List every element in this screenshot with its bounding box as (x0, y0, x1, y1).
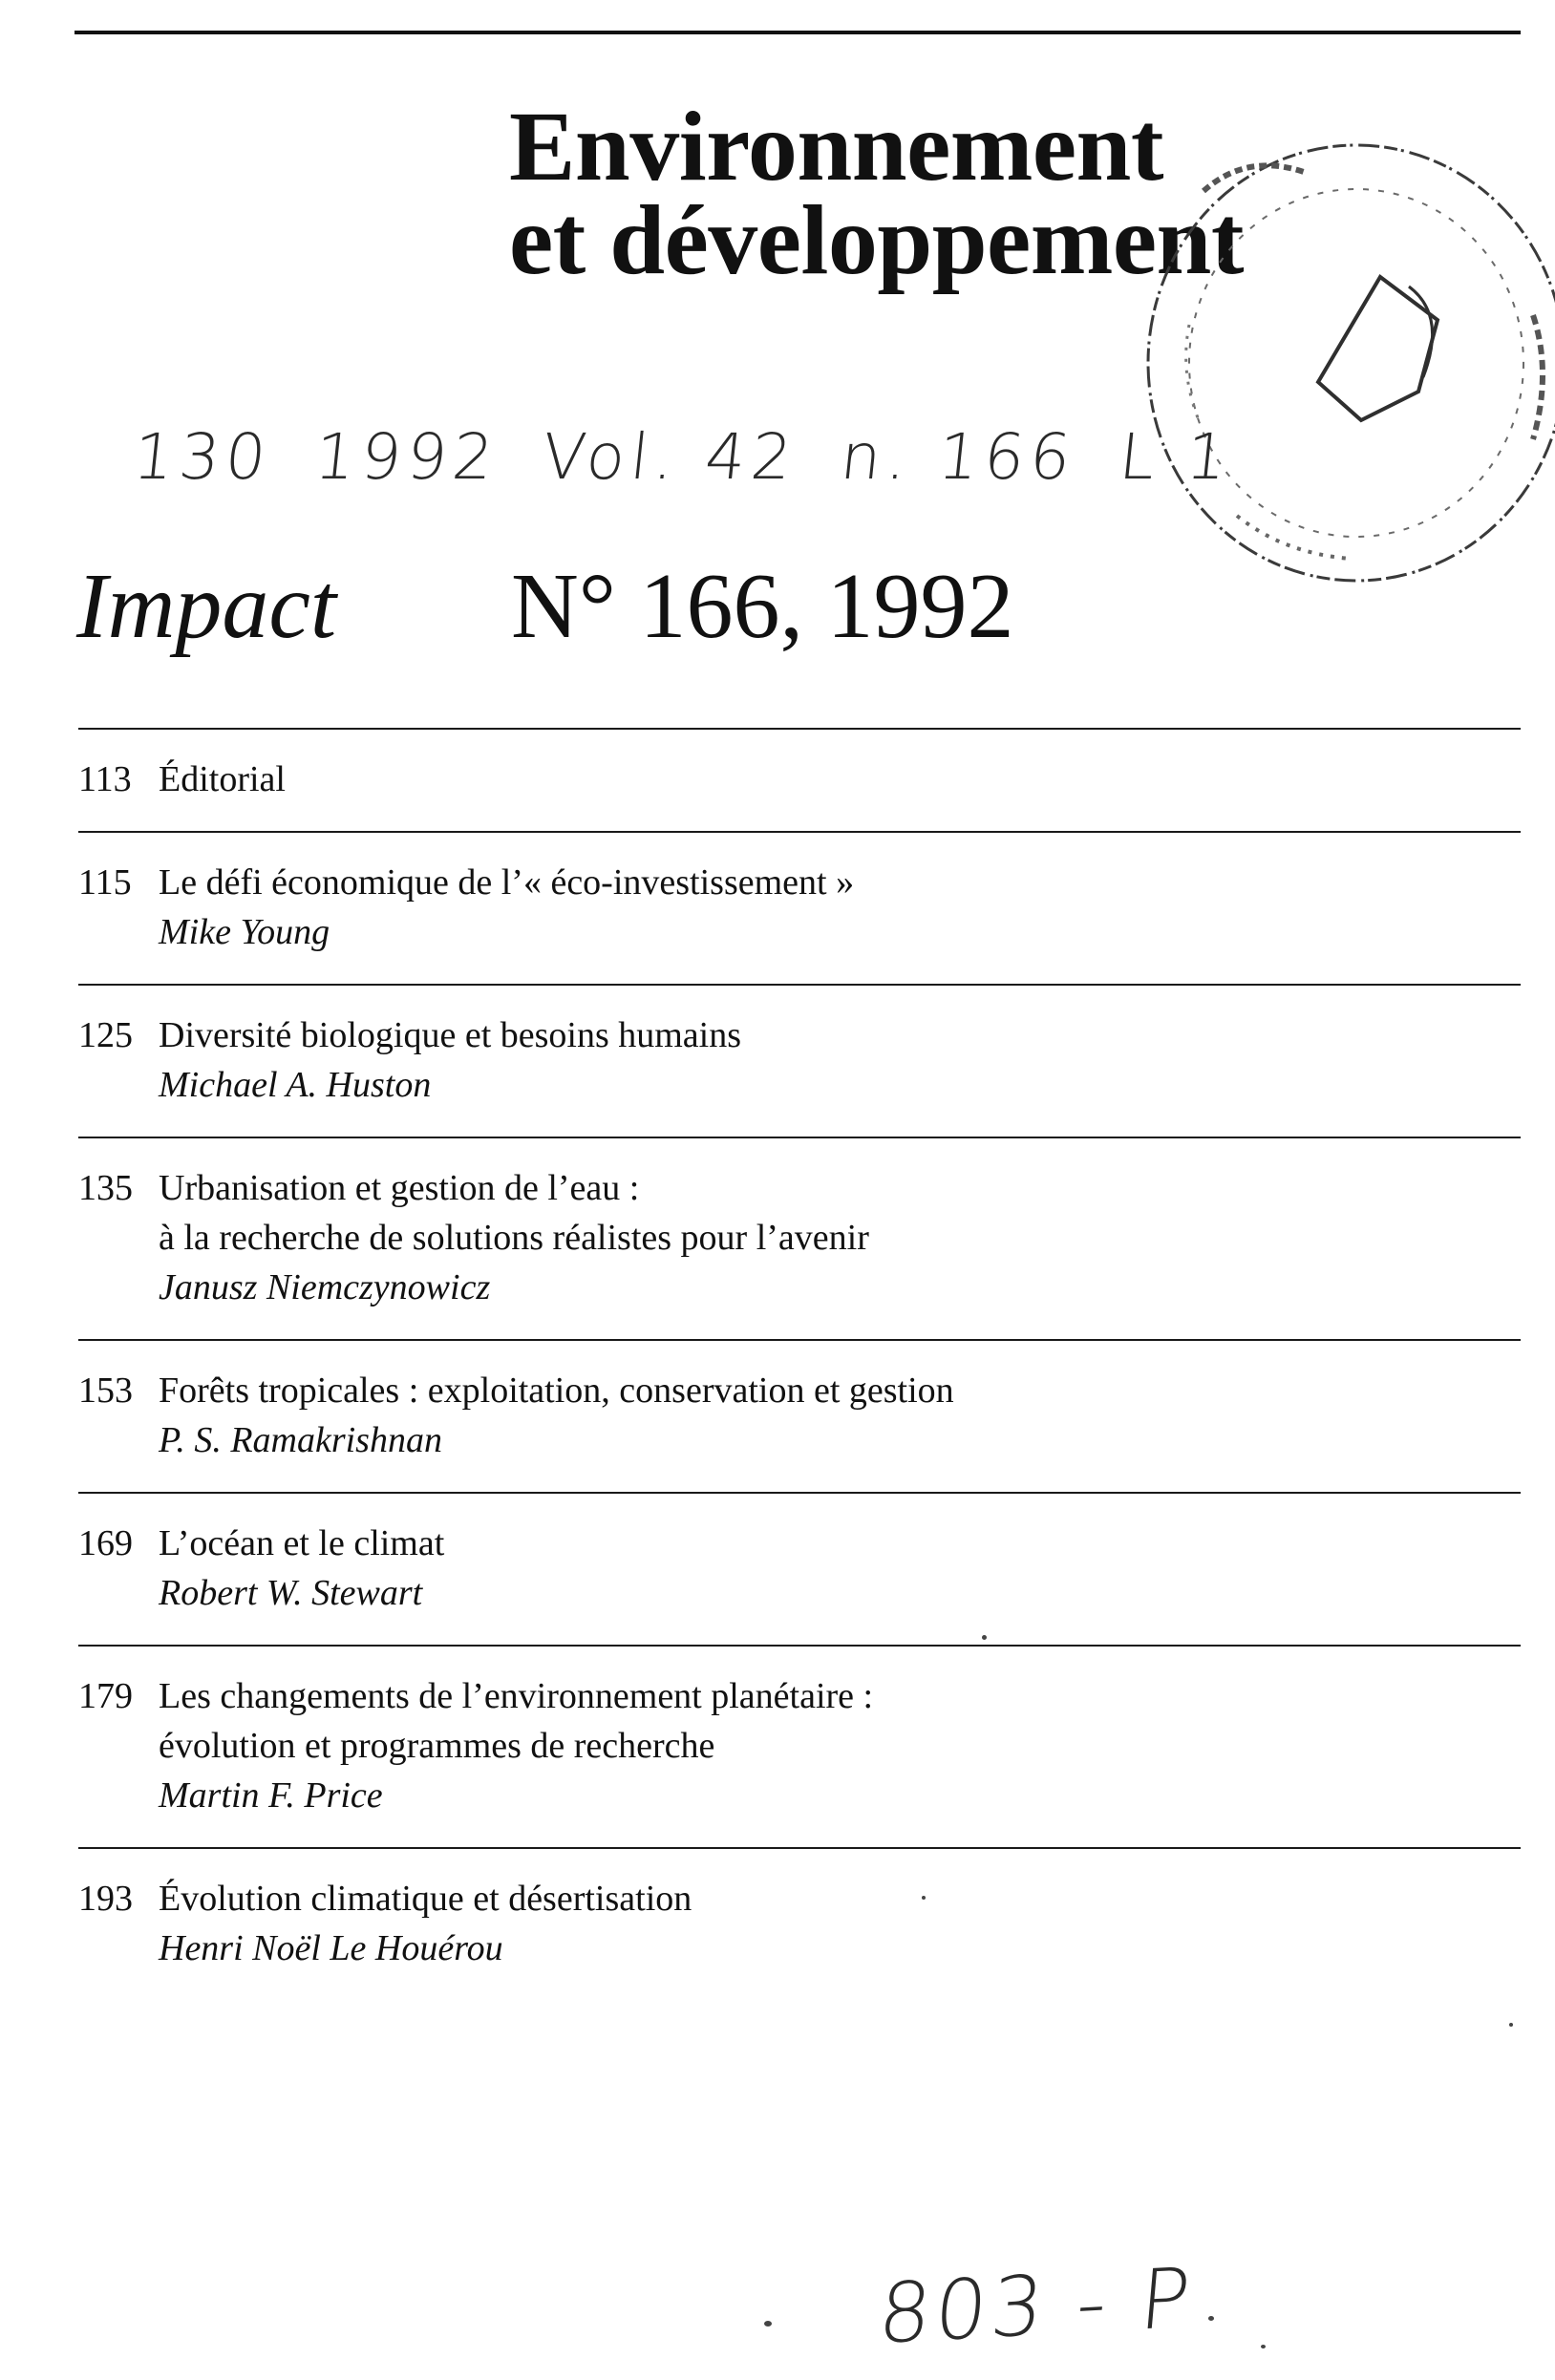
toc-page-number: 113 (78, 759, 132, 799)
hw-130: 130 (129, 420, 276, 494)
title-line-1: Environnement (509, 92, 1163, 202)
toc-article-title: Urbanisation et gestion de l’eau : (159, 1168, 640, 1208)
toc-entry (78, 730, 1521, 831)
issue-number: N° 166, 1992 (511, 555, 1014, 658)
toc-article-title: Le défi économique de l’« éco-investissement » (159, 862, 855, 903)
scan-speck (1261, 2345, 1266, 2348)
top-rule (75, 31, 1521, 34)
toc-entry (78, 1341, 1521, 1492)
scan-speck (922, 1896, 926, 1900)
scan-speck (764, 2321, 772, 2327)
toc-page-number: 179 (78, 1676, 133, 1716)
toc-article-title: Éditorial (159, 759, 286, 799)
hw-l1: L 1 (1116, 420, 1237, 494)
toc-article-title-cont: évolution et programmes de recherche (159, 1726, 715, 1766)
toc-author: Henri Noël Le Houérou (159, 1928, 503, 1968)
scan-speck (1208, 2316, 1214, 2321)
toc-page-number: 153 (78, 1371, 133, 1411)
hw-number: n. 166 (837, 420, 1080, 494)
toc-page-number: 115 (78, 862, 132, 903)
toc-author: Mike Young (159, 912, 330, 952)
toc-entry (78, 986, 1521, 1137)
hw-1992: 1992 (310, 420, 502, 494)
toc-author: Martin F. Price (159, 1775, 383, 1816)
hw-volume: Vol. 42 (538, 420, 801, 494)
handwritten-bottom-note: 803 - P (874, 2250, 1198, 2363)
toc-entry (78, 1849, 1521, 2000)
toc-page-number: 125 (78, 1015, 133, 1055)
toc-entry (78, 1647, 1521, 1847)
scan-speck (982, 1635, 987, 1640)
toc-author: Robert W. Stewart (159, 1573, 423, 1613)
toc-entry (78, 833, 1521, 984)
series-name: Impact (76, 555, 337, 658)
scan-speck (1509, 2023, 1513, 2027)
toc-author: P. S. Ramakrishnan (159, 1420, 442, 1460)
toc-page-number: 169 (78, 1523, 133, 1563)
handwritten-call-number (130, 420, 1236, 494)
title-line-2: et développement (509, 185, 1244, 295)
toc-article-title: L’océan et le climat (159, 1523, 445, 1563)
toc-article-title-cont: à la recherche de solutions réalistes pour l’avenir (159, 1218, 869, 1258)
toc-entry (78, 1138, 1521, 1339)
toc-entry (78, 1494, 1521, 1645)
toc-page-number: 193 (78, 1879, 133, 1919)
toc-article-title: Forêts tropicales : exploitation, conservation et gestion (159, 1371, 954, 1411)
toc-article-title: Évolution climatique et désertisation (159, 1879, 692, 1919)
table-of-contents (78, 728, 1521, 2000)
toc-article-title: Diversité biologique et besoins humains (159, 1015, 742, 1055)
toc-author: Michael A. Huston (159, 1065, 432, 1105)
library-stamp-icon (1132, 134, 1555, 611)
toc-author: Janusz Niemczynowicz (159, 1267, 491, 1307)
toc-page-number: 135 (78, 1168, 133, 1208)
toc-article-title: Les changements de l’environnement planétaire : (159, 1676, 874, 1716)
